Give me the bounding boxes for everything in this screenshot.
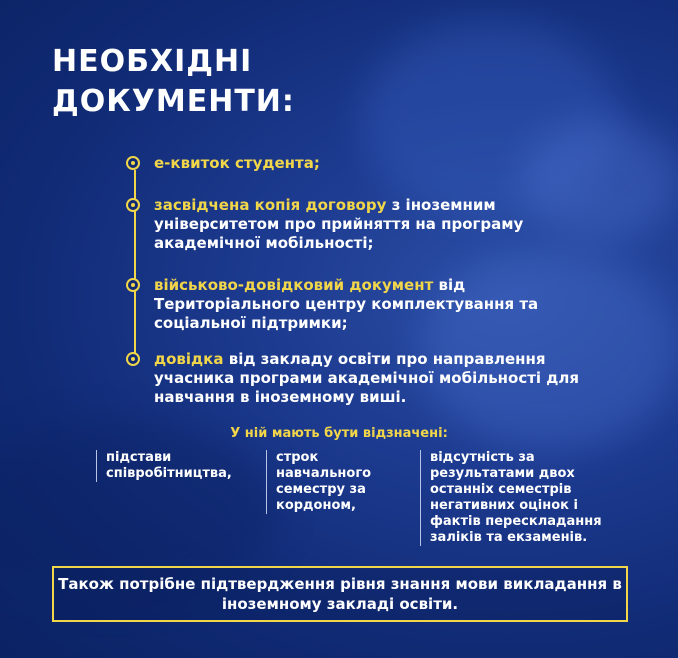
document-text bbox=[154, 276, 596, 333]
document-highlight: військово-довідковий документ bbox=[154, 276, 434, 294]
title-line-1: НЕОБХІДНІ bbox=[52, 44, 253, 79]
document-rest: від закладу освіти про направлення учасника програми академічної мобільності для навчання в іноземному виші. bbox=[154, 350, 580, 406]
document-item-contract bbox=[126, 196, 596, 253]
document-highlight: довідка bbox=[154, 350, 224, 368]
language-requirement-box bbox=[52, 566, 628, 622]
must-state-heading: У ній мають бути відзначені: bbox=[230, 426, 448, 441]
page-title bbox=[52, 42, 452, 122]
must-state-column: строк навчального семестру за кордоном, bbox=[266, 450, 416, 514]
must-state-column: відсутність за результатами двох останніх семестрів негативних оцінок і фактів перескладання заліків та екзаменів. bbox=[420, 450, 630, 546]
document-item-military bbox=[126, 276, 596, 333]
document-text bbox=[154, 154, 596, 173]
document-rest: від Територіального центру комплектування та соціальної підтримки; bbox=[154, 276, 539, 332]
document-item-certificate bbox=[126, 350, 596, 407]
language-requirement-text: Також потрібне підтвердження рівня знання мови викладання в іноземному закладі освіти. bbox=[58, 575, 622, 613]
document-item-ticket bbox=[126, 154, 596, 173]
document-rest: з іноземним університетом про прийняття на програму академічної мобільності; bbox=[154, 196, 524, 252]
title-line-2: ДОКУМЕНТИ: bbox=[52, 84, 295, 119]
bullet-icon bbox=[126, 352, 140, 366]
document-highlight: е-квиток студента; bbox=[154, 154, 320, 172]
bullet-icon bbox=[126, 198, 140, 212]
must-state-column: підстави співробітництва, bbox=[96, 450, 246, 482]
document-highlight: засвідчена копія договору bbox=[154, 196, 387, 214]
document-text bbox=[154, 350, 596, 407]
bullet-icon bbox=[126, 278, 140, 292]
bullet-icon bbox=[126, 156, 140, 170]
document-text bbox=[154, 196, 596, 253]
